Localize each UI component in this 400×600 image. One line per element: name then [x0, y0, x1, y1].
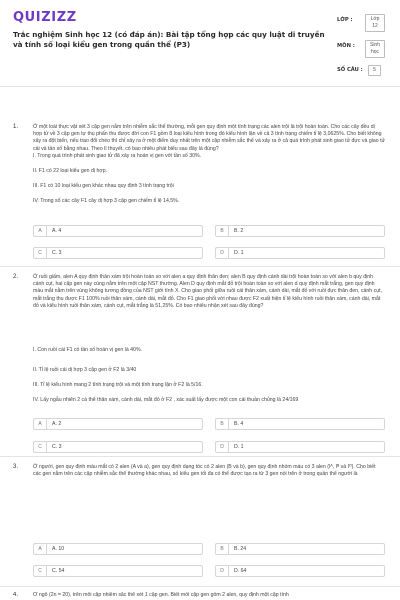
statement-3: III. F1 có 10 loại kiểu gen khác nhau quy định 3 tính trạng trội: [33, 183, 174, 189]
option-text: D. 64: [234, 568, 247, 574]
question-count-label: SỐ CÂU :: [337, 67, 363, 73]
option-letter: C: [34, 442, 47, 452]
question-divider: [0, 586, 400, 587]
question-stem: Ở ngô (2n = 20), trên mỗi cặp nhiễm sắc thể xét 1 cặp gen. Biết mỗi cặp gen gồm 2 alen, quy định một cặp tính: [33, 592, 289, 598]
option-a[interactable]: [33, 543, 203, 555]
option-d[interactable]: [215, 247, 385, 259]
question-number: 3.: [13, 464, 19, 470]
question-stem: Ở ruồi giấm, alen A quy định thân xám trội hoàn toàn so với alen a quy định thân đen; alen B quy định cánh dài trội hoàn toàn so với alen b quy định cánh cụt, hai cặp gen này cùng nằm trên một cặp NST thường. Alen D quy định mắt đỏ trội hoàn toàn so với alen d quy định mắt trắng, gen quy định màu mắt nằm trên vùng không tương đồng của NST giới tính X. Cho giao phối giữa ruồi cái thân xám, cánh dài, mắt đỏ với ruồi đực thân đen, cánh cụt, mắt trắng thu được F1 100% ruồi thân xám, cánh dài, mắt đỏ. Cho F1 giao phối với nhau được F2 xuất hiện tỉ lệ kiểu hình ruồi thân xám, cánh dài, mắt đỏ và kiểu hình ruồi thân xám, cánh cụt, mắt trắng là 51,25%. Có bao nhiêu nhận xét sau đây đúng?: [33, 274, 382, 309]
option-c[interactable]: [33, 441, 203, 453]
page-title: Trắc nghiệm Sinh học 12 (có đáp án): Bài tập tổng hợp các quy luật di truyền và tính số loại kiểu gen trong quần thể (P3): [13, 30, 325, 49]
option-b[interactable]: [215, 543, 385, 555]
statement-4: IV. Lấy ngẫu nhiên 2 cá thể thân xám, cánh dài, mắt đỏ ở F2 , xác suất lấy được một con cái thuần chủng là 24/169: [33, 397, 299, 403]
option-letter: B: [216, 544, 229, 554]
option-text: C. 3: [52, 250, 62, 256]
option-letter: C: [34, 566, 47, 576]
option-text: B. 4: [234, 421, 244, 427]
statement-1: I. Trong quá trình phát sinh giao tử đã xảy ra hoán vị gen với tần số 30%.: [33, 153, 202, 159]
option-d[interactable]: [215, 441, 385, 453]
option-text: A. 4: [52, 228, 62, 234]
option-text: A. 2: [52, 421, 62, 427]
statement-2: II. Tỉ lệ ruồi cái dị hợp 3 cặp gen ở F2 là 3/40: [33, 367, 137, 373]
option-text: B. 2: [234, 228, 244, 234]
header-divider: [0, 86, 400, 87]
option-text: B. 24: [234, 546, 247, 552]
option-text: C. 3: [52, 444, 62, 450]
option-c[interactable]: [33, 565, 203, 577]
option-a[interactable]: [33, 418, 203, 430]
option-c[interactable]: [33, 247, 203, 259]
option-text: D. 1: [234, 250, 244, 256]
question-number: 2.: [13, 274, 19, 280]
option-letter: D: [216, 442, 229, 452]
question-stem: Ở một loài thực vật xét 3 cặp gen nằm trên nhiễm sắc thể thường, mỗi gen quy định một tính trạng các alen trội là trội hoàn toàn. Cho các cây đều dị hợp tử về 3 cặp gen tự thụ phấn thu được đời con F1 gồm 8 loại kiểu hình trong đó kiểu hình lặn về cả 3 tính trạng chiếm tỉ lệ 3,0625%. Cho biết không xảy ra đột biến, nếu trao đổi chéo thì chỉ xảy ra ở một điểm duy nhất trên một cặp nhiễm sắc thể và xảy ra ở cả quá trình phát sinh giao tử đực và giao tử cái và tần số bằng nhau. Theo lí thuyết, có bao nhiêu phát biểu sau đây là đúng?: [33, 124, 386, 152]
option-text: A. 10: [52, 546, 65, 552]
option-letter: A: [34, 419, 47, 429]
option-letter: C: [34, 248, 47, 258]
statement-2: II. F1 có 22 loại kiểu gen dị hợp.: [33, 168, 108, 174]
question-stem: Ở người, gen quy định màu mắt có 2 alen (A và a), gen quy định dạng tóc có 2 alen (B và b), gen quy định nhóm máu có 3 alen (Iᴬ, Iᴮ và Iᴼ). Cho biết các gen nằm trên các cặp nhiễm sắc thể thường khác nhau, số kiểu gen tối đa có thể được tạo ra từ 3 gen nói trên ở trong quần thể người là: [33, 464, 376, 478]
statement-1: I. Con ruồi cái F1 có tần số hoán vị gen là 40%.: [33, 347, 143, 353]
subject-value: Sinh học: [365, 40, 385, 58]
question-divider: [0, 266, 400, 267]
option-letter: D: [216, 248, 229, 258]
question-count-value: 5: [368, 65, 381, 76]
question-4: [0, 592, 400, 600]
class-label: LỚP :: [337, 17, 353, 23]
option-text: D. 1: [234, 444, 244, 450]
statement-3: III. Tỉ lệ kiểu hình mang 2 tính trạng trội và một tính trạng lặn ở F2 là 5/16.: [33, 382, 203, 388]
option-text: C. 54: [52, 568, 65, 574]
option-letter: A: [34, 226, 47, 236]
option-b[interactable]: [215, 225, 385, 237]
class-value: Lớp 12: [365, 14, 385, 32]
option-a[interactable]: [33, 225, 203, 237]
question-number: 1.: [13, 124, 19, 130]
statement-4: IV. Trong số các cây F1 cây dị hợp 3 cặp gen chiếm tỉ lệ 14,5%.: [33, 198, 180, 204]
quizizz-logo: QUIZIZZ: [13, 10, 77, 25]
option-letter: B: [216, 419, 229, 429]
question-number: 4.: [13, 592, 19, 598]
option-letter: B: [216, 226, 229, 236]
question-divider: [0, 456, 400, 457]
header: [0, 0, 400, 82]
subject-label: MÔN :: [337, 43, 355, 49]
option-d[interactable]: [215, 565, 385, 577]
option-letter: A: [34, 544, 47, 554]
option-letter: D: [216, 566, 229, 576]
option-b[interactable]: [215, 418, 385, 430]
